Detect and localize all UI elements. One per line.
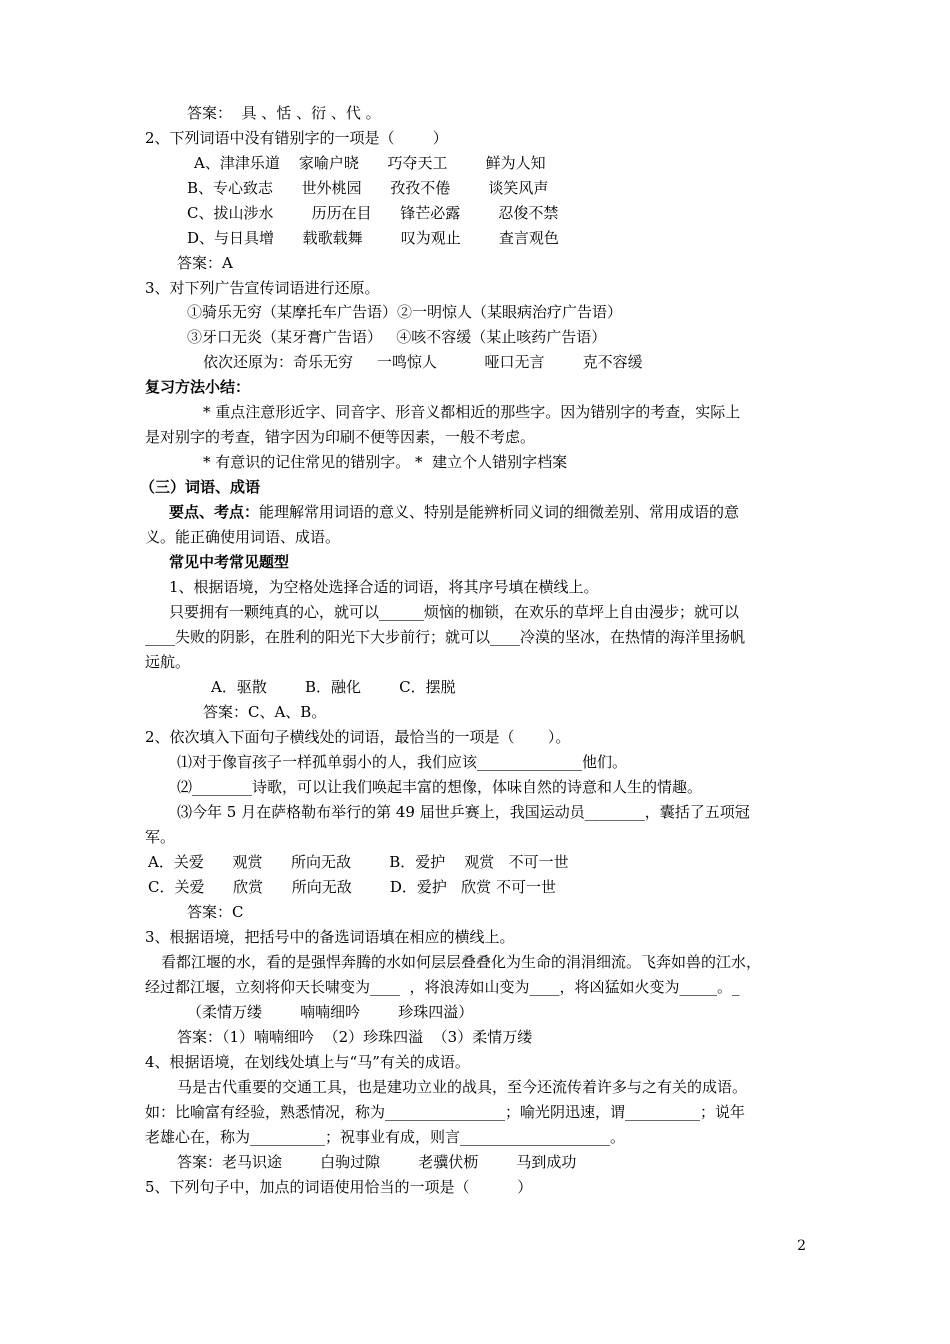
paragraph-line: 只要拥有一颗纯真的心，就可以______烦恼的枷锁，在欢乐的草坪上自由漫步；就可以 [169,603,740,621]
question-5: 5、下列句子中，加点的词语使用恰当的一项是（ ） [145,1178,533,1196]
item-line: ③牙口无炎（某牙膏广告语） ④咳不容缓（某止咳药广告语） [187,328,607,346]
answer-line: 答案：C [187,903,244,921]
key-points-text: 能理解常用词语的意义、特别是能辨析同义词的细微差别、常用成语的意 [259,503,740,521]
option-c: C、拔山涉水 历历在目 锋芒必露 忍俊不禁 [187,204,559,222]
options-line: A．关爱 观赏 所向无敌 B．爱护 观赏 不可一世 [148,853,569,871]
option-b: B、专心致志 世外桃园 孜孜不倦 谈笑风声 [187,179,549,197]
options-line: A．驱散 B．融化 C．摆脱 [211,678,456,696]
answer-line: 答案： 具 、恬 、衍 、代 。 [187,104,381,122]
paragraph-line: 经过都江堰，立刻将仰天长啸变为____ ，将浪涛如山变为____，将凶猛如火变为_____。_ [145,978,740,996]
paragraph-line: 是对别字的考查，错字因为印刷不便等因素，一般不考虑。 [145,428,536,446]
word-choices: （柔情万缕 喃喃细吟 珍珠四溢） [187,1003,474,1021]
paragraph-line: 看都江堰的水，看的是强悍奔腾的水如何层层叠叠化为生命的涓涓细流。飞奔如兽的江水， [161,953,762,971]
answer-line: 答案：C、A、B。 [203,703,327,721]
options-line: C．关爱 欣赏 所向无敌 D．爱护 欣赏 不可一世 [148,878,556,896]
sentence-2: ⑵________诗歌，可以让我们唤起丰富的想像，体味自然的诗意和人生的情趣。 [177,778,703,796]
paragraph-line: 老雄心在，称为__________；祝事业有成，则言____________________。 [145,1128,626,1146]
question-1: 1、根据语境，为空格处选择合适的词语，将其序号填在横线上。 [169,578,599,596]
key-points-label: 要点、考点： [169,503,260,521]
key-points-line [169,501,739,523]
paragraph-line: 远航。 [145,653,191,671]
paragraph-line: 军。 [145,828,176,846]
section-heading: （三）词语、成语 [140,478,261,496]
answer-line: 依次还原为：奇乐无穷 一鸣惊人 哑口无言 克不容缓 [203,353,643,371]
option-a: A、津津乐道 家喻户晓 巧夺天工 鲜为人知 [194,154,546,172]
question-3: 3、根据语境，把括号中的备选词语填在相应的横线上。 [145,928,515,946]
question-2: 2、下列词语中没有错别字的一项是（ ） [145,129,448,147]
answer-line: 答案：A [177,254,233,272]
item-line: ①骑乐无穷（某摩托车广告语）②一明惊人（某眼病治疗广告语） [187,303,623,321]
answer-line: 答案：老马识途 白驹过隙 老骥伏枥 马到成功 [177,1153,577,1171]
question-4: 4、根据语境，在划线处填上与“马”有关的成语。 [145,1053,470,1071]
section-heading: 常见中考常见题型 [169,553,290,571]
question-3: 3、对下列广告宣传词语进行还原。 [145,279,380,297]
paragraph-line: * 有意识的记住常见的错别字。 * 建立个人错别字档案 [203,453,568,471]
option-d: D、与日具增 载歌载舞 叹为观止 查言观色 [187,229,559,247]
section-heading: 复习方法小结： [145,378,251,396]
sentence-3: ⑶今年 5 月在萨格勒布举行的第 49 届世乒赛上，我国运动员________，囊括了五项冠 [177,803,750,821]
paragraph-line: 马是古代重要的交通工具，也是建功立业的战具，至今还流传着许多与之有关的成语。 [177,1078,748,1096]
paragraph-line: 义。能正确使用词语、成语。 [145,528,341,546]
paragraph-line: 如：比喻富有经验，熟悉情况，称为________________；喻光阴迅速，谓__________；说年 [145,1103,746,1121]
question-2: 2、依次填入下面句子横线处的词语，最恰当的一项是（ ）。 [145,728,571,746]
answer-line: 答案：（1）喃喃细吟 （2）珍珠四溢 （3）柔情万缕 [177,1028,533,1046]
paragraph-line: ____失败的阴影，在胜利的阳光下大步前行；就可以____冷漠的坚冰，在热情的海洋里扬帆 [145,628,746,646]
sentence-1: ⑴对于像盲孩子一样孤单弱小的人，我们应该______________他们。 [177,753,628,771]
page-number: 2 [797,1238,806,1254]
paragraph-line: * 重点注意形近字、同音字、形音义都相近的那些字。因为错别字的考查，实际上 [203,403,741,421]
